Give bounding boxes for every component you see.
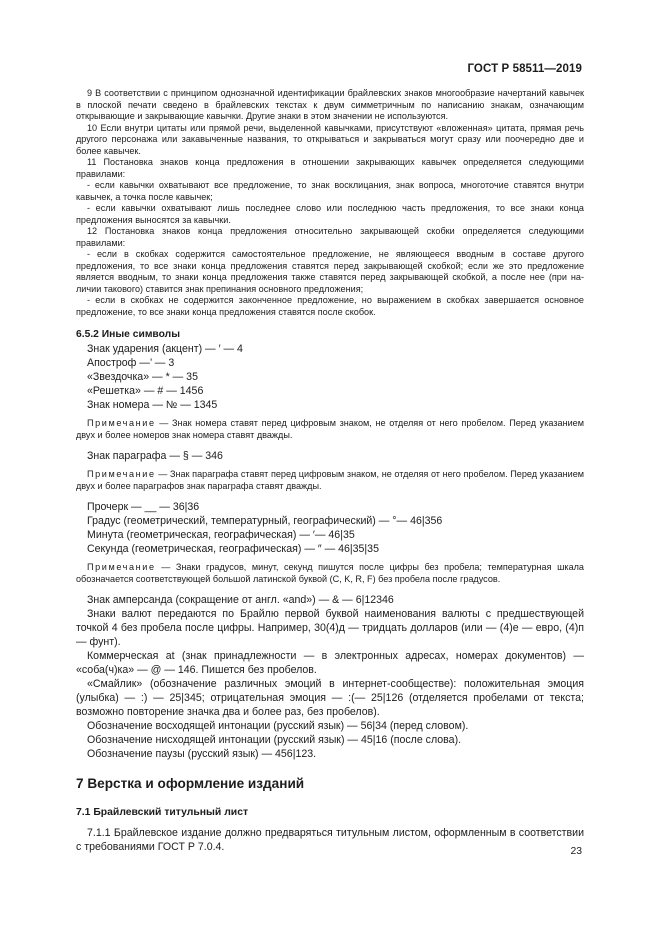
note-text: — Знак номера ставят перед цифровым знаком, не отделяя от него пробелом. Перед указанием двух и более номеров знак номера ставят дважды.: [76, 418, 584, 440]
paragraph-sign-item: Знак параграфа — § — 346: [87, 450, 223, 462]
note-degrees: [76, 562, 584, 585]
list-item: Прочерк — __ — 36|36: [87, 501, 200, 513]
standard-header: ГОСТ Р 58511—2019: [467, 63, 582, 75]
note-text: — Знак параграфа ставят перед цифровым знаком, не отделяя от него пробелом. Перед указанием двух и более параграфов знак параграфа ставят дважды.: [76, 469, 584, 491]
symbols-list-2: [76, 500, 584, 556]
list-item: Обозначение паузы (русский язык) — 456|123.: [87, 748, 317, 760]
note-paragraph-sign: [76, 469, 584, 492]
list-item: Обозначение нисходящей интонации (русский язык) — 45|16 (после слова).: [87, 734, 462, 746]
note-number-sign: [76, 418, 584, 441]
note-label: Примечание: [87, 418, 156, 428]
note-label: Примечание: [87, 562, 156, 572]
list-item: Обозначение восходящей интонации (русский язык) — 56|34 (перед словом).: [87, 720, 469, 732]
page-number: 23: [570, 846, 582, 857]
paragraph-11-rule-1: - если кавычки охватывают все предложение, то знак восклицания, знак вопроса, многоточие ставятся внутри кавычек, а точка после кавычек;: [76, 180, 584, 202]
note-label: Примечание: [87, 469, 156, 479]
symbols-list-3: [76, 593, 584, 761]
list-item: «Звездочка» — * — 35: [87, 371, 198, 383]
list-item: Знак номера — № — 1345: [87, 399, 218, 411]
list-item: «Решетка» — # — 1456: [87, 385, 204, 397]
list-item: Апостроф —’ — 3: [87, 357, 175, 369]
paragraph-12-rule-1: - если в скобках содержится самостоятельное предложение, не являющееся вводным в составе другого предложения, то все знаки конца предложения ставятся перед закрывающей скобкой; если же это предложение является вводным, то знаки конца предложения также ставятся перед закрывающей скобкой, а после нее (при наличии такового) ставится знак препинания основного предложения;: [76, 249, 584, 294]
list-item: Знак ударения (акцент) — ′ — 4: [87, 343, 243, 355]
section-7-title: 7 Верстка и оформление изданий: [76, 776, 305, 791]
paragraph-10: 10 Если внутри цитаты или прямой речи, выделенной кавычками, присутствуют «вложенная» цитата, прямая речь другого персонажа или закавыченные названия, то открываться и закрываться могут сразу или поочередно две и более кавычек.: [76, 122, 584, 156]
paragraph-11-rule-2: - если кавычки охватывают лишь последнее слово или последнюю часть предложения, то все знаки конца предложения выносятся за кавычки.: [76, 203, 584, 225]
symbols-list-1: [76, 342, 584, 412]
list-item: Знаки валют передаются по Брайлю первой буквой наименования валюты с предшествующей точкой 4 без пробела после цифры. Например, 30(4)д — тридцать долларов (или — (4)е — евро, (4)п — фунт).: [76, 608, 584, 648]
paragraph-12: 12 Постановка знаков конца предложения относительно закрывающей скобки определяется следующими правилами:: [76, 226, 584, 248]
section-6-5-2-title: 6.5.2 Иные символы: [76, 329, 180, 340]
paragraph-11: 11 Постановка знаков конца предложения в отношении закрывающих кавычек определяется следующими правилами:: [76, 157, 584, 179]
paragraph-7-1-1: 7.1.1 Брайлевское издание должно предваряться титульным листом, оформленным в соответствии с требованиями ГОСТ Р 7.0.4.: [76, 827, 584, 853]
page-content: [76, 88, 584, 854]
list-item: Коммерческая at (знак принадлежности — в электронных адресах, номерах документов) — «соба(ч)ка» — @ — 146. Пишется без пробелов.: [76, 650, 584, 676]
list-item: Градус (геометрический, температурный, географический) — °— 46|356: [87, 515, 443, 527]
paragraph-9: 9 В соответствии с принципом однозначной идентификации брайлевских знаков многообразие начертаний кавычек в плоской печати сведено в брайлевских текстах к двум симметричным по написанию знакам, означающим открывающие и закрывающие кавычки. Другие знаки в этом значении не используются.: [76, 88, 584, 121]
paragraph-12-rule-2: - если в скобках не содержится законченное предложение, но выражением в скобках завершается основное предложение, то все знаки конца предложения ставятся после скобок.: [76, 295, 584, 317]
section-7-1-title: 7.1 Брайлевский титульный лист: [76, 807, 249, 818]
list-item: «Смайлик» (обозначение различных эмоций в интернет-сообществе): положительная эмоция (улыбка) — :) — 25|345; отрицательная эмоция — :(— 25|126 (отделяется пробелами от текста; возможно повторение значка два и более раз, без пробелов).: [76, 678, 584, 718]
note-text: — Знаки градусов, минут, секунд пишутся после цифры без пробела; температурная шкала обозначается соответствующей большой латинской буквой (С, K, R, F) без пробела после градусов.: [76, 562, 584, 584]
list-item: Знак амперсанда (сокращение от англ. «and») — & — 6|12346: [87, 594, 394, 606]
list-item: Секунда (геометрическая, географическая) — ″ — 46|35|35: [87, 543, 379, 555]
list-item: Минута (геометрическая, географическая) — ′— 46|35: [87, 529, 355, 541]
